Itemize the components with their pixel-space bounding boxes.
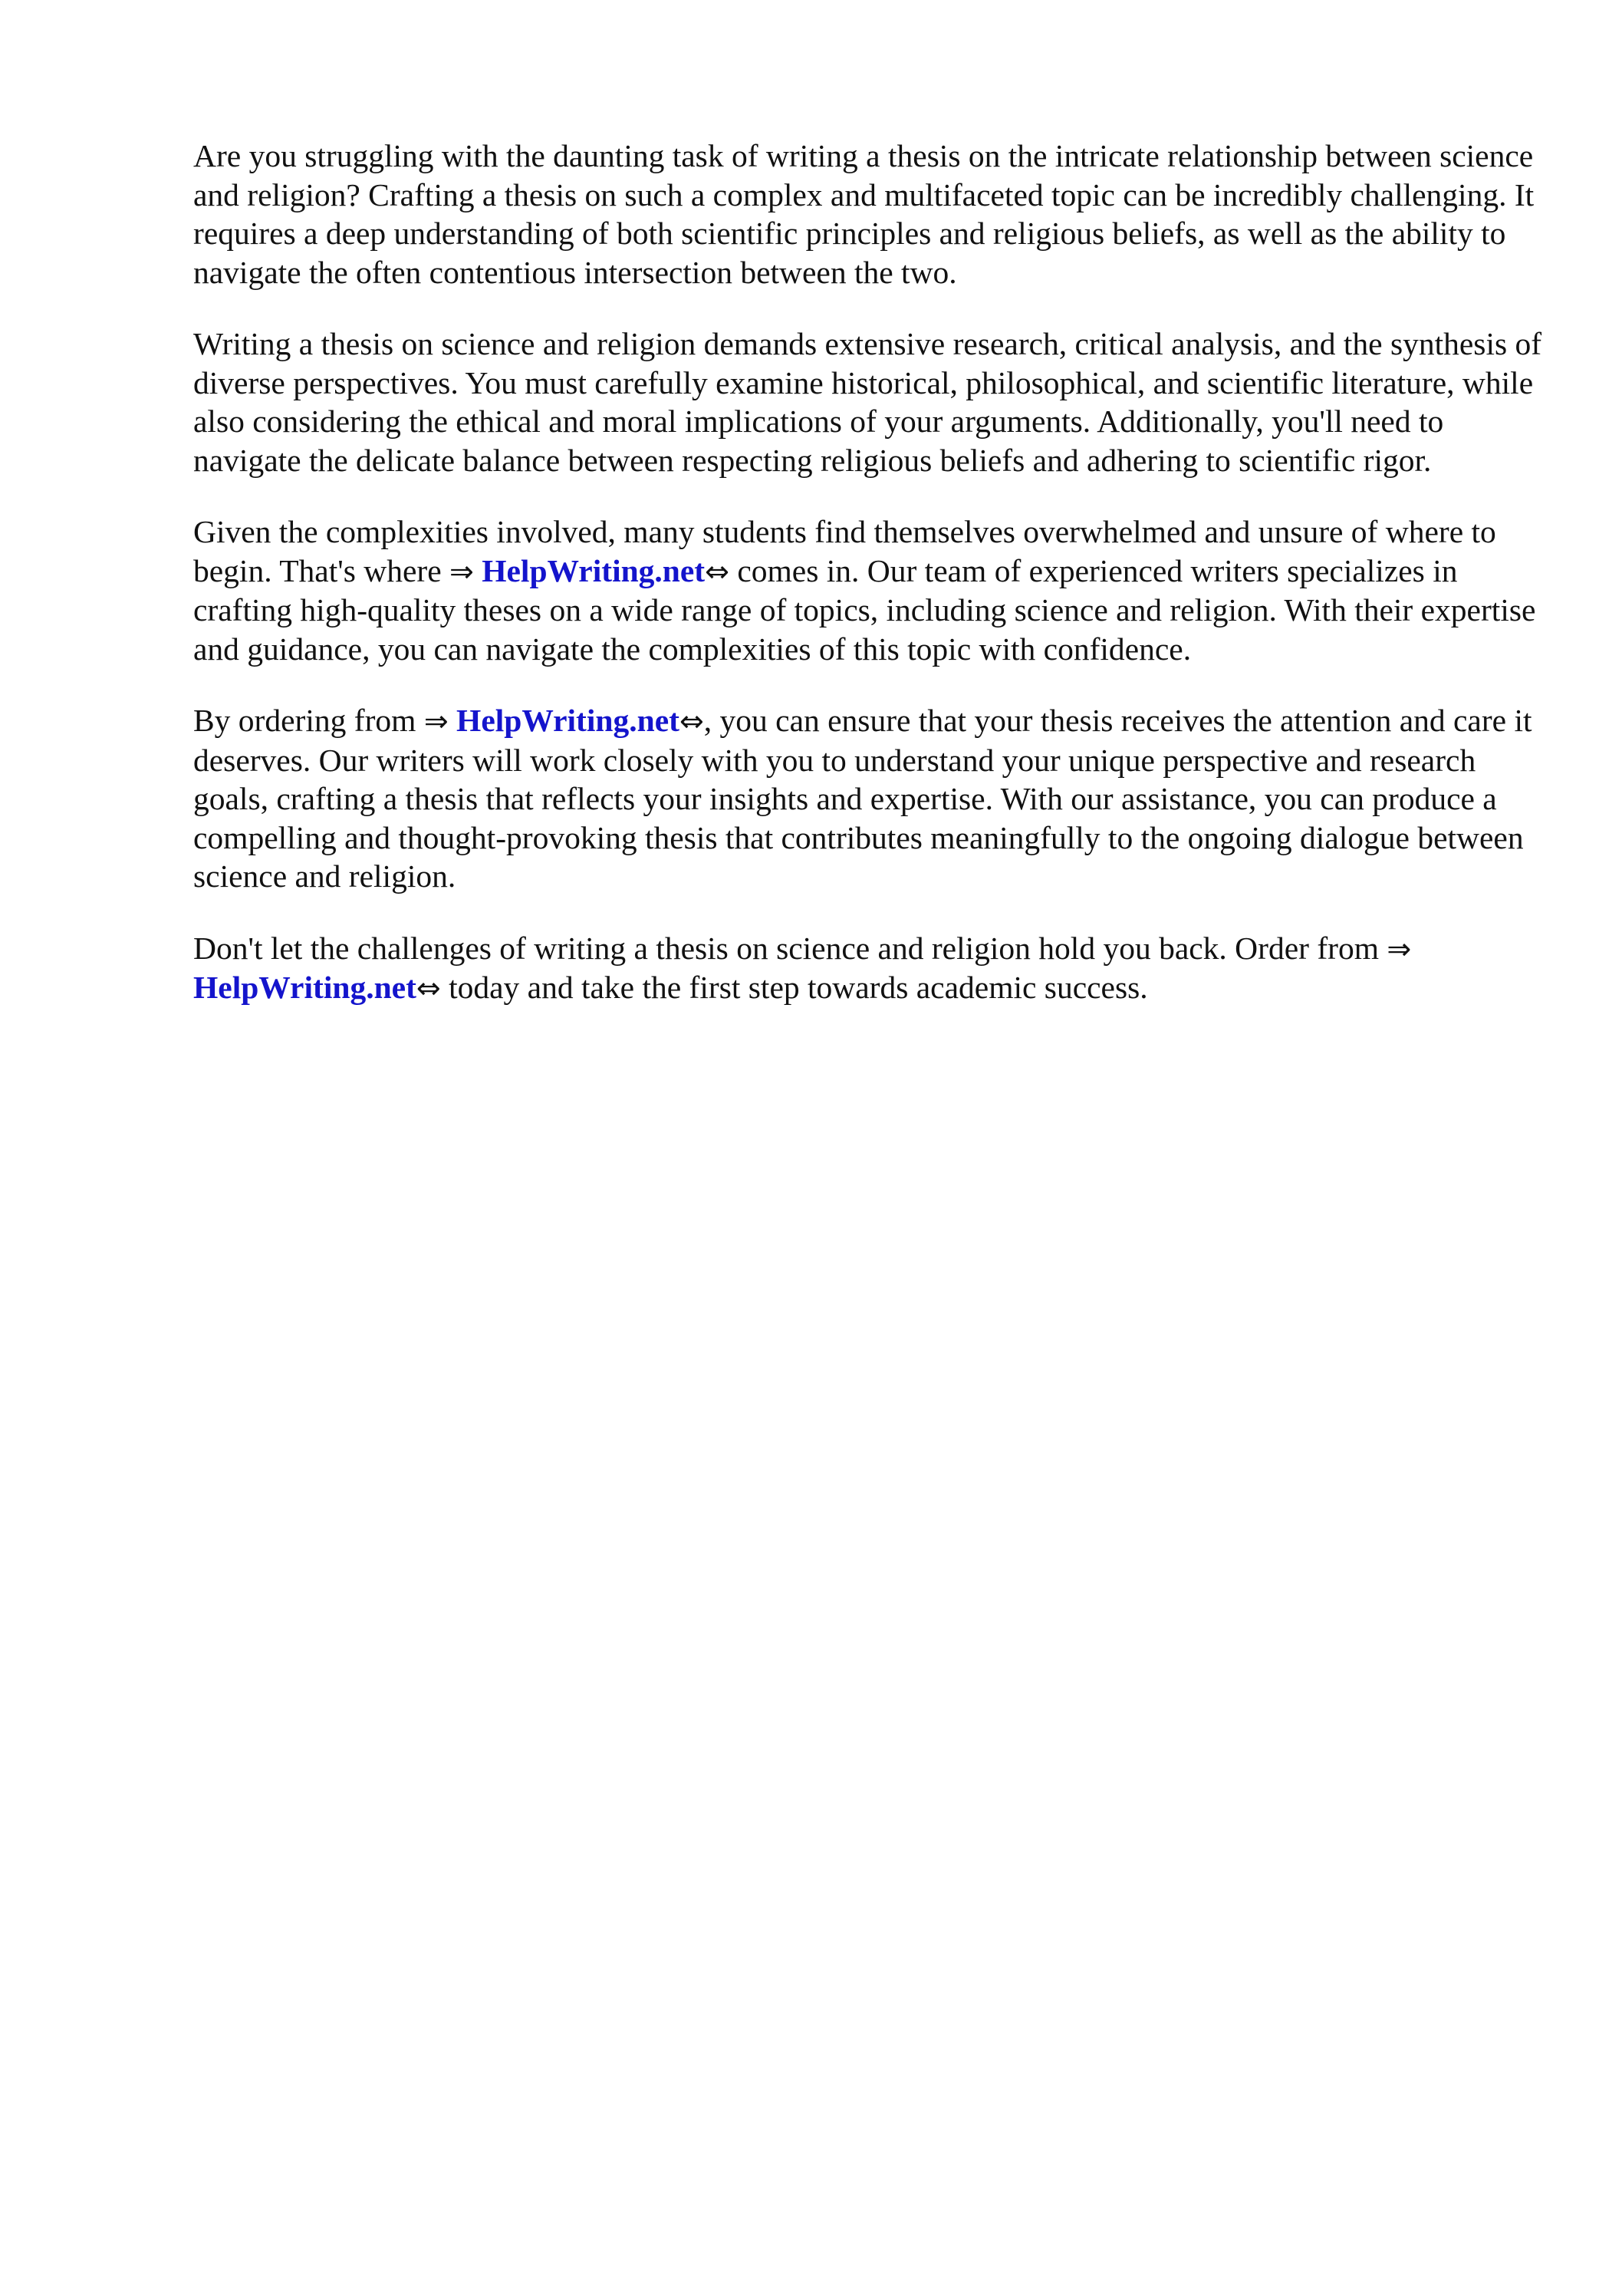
double-arrow-icon: ⇔: [705, 554, 729, 588]
helpwriting-link[interactable]: HelpWriting.net: [456, 703, 679, 738]
paragraph-ordering-text-before: By ordering from: [193, 703, 416, 738]
paragraph-service-text-after: comes in. Our team of experienced writers specializes in crafting high-quality theses on a wide range of topics, including science and religion. With their expertise and guidance, you can navigate the complexities of this topic with confidence.: [193, 552, 1536, 667]
right-arrow-icon: ⇒: [449, 554, 474, 588]
paragraph-requirements: [193, 324, 1543, 479]
paragraph-intro-text: Are you struggling with the daunting task of writing a thesis on the intricate relationship between science and religion? Crafting a thesis on such a complex and multifaceted topic can be incredibly challenging. It requires a deep understanding of both scientific principles and religious beliefs, as well as the ability to navigate the often contentious intersection between the two.: [193, 138, 1535, 290]
double-arrow-icon: ⇔: [679, 704, 704, 738]
helpwriting-link[interactable]: HelpWriting.net: [482, 552, 706, 588]
paragraph-closing-text-after: today and take the first step towards academic success.: [449, 970, 1148, 1005]
paragraph-closing: [193, 929, 1543, 1008]
paragraph-closing-text-before: Don't let the challenges of writing a thesis on science and religion hold you back. Order from: [193, 930, 1379, 966]
paragraph-service-text-before: Given the complexities involved, many students find themselves overwhelmed and unsure of where to begin. That's where: [193, 514, 1496, 588]
document-body: [193, 137, 1543, 1041]
paragraph-ordering: [193, 701, 1543, 896]
right-arrow-icon: ⇒: [1387, 931, 1412, 966]
paragraph-ordering-text-after: , you can ensure that your thesis receives the attention and care it deserves. Our writers will work closely with you to understand your unique perspective and research goals, crafting a thesis that reflects your insights and expertise. With our assistance, you can produce a compelling and thought-provoking thesis that contributes meaningfully to the ongoing dialogue between science and religion.: [193, 703, 1532, 894]
right-arrow-icon: ⇒: [423, 704, 449, 738]
paragraph-intro: [193, 137, 1543, 292]
helpwriting-link[interactable]: HelpWriting.net: [193, 970, 416, 1005]
paragraph-service: [193, 512, 1543, 668]
double-arrow-icon: ⇔: [416, 971, 441, 1005]
paragraph-requirements-text: Writing a thesis on science and religion demands extensive research, critical analysis, and the synthesis of diverse perspectives. You must carefully examine historical, philosophical, and scientific literature, while also considering the ethical and moral implications of your arguments. Additionally, you'll need to navigate the delicate balance between respecting religious beliefs and adhering to scientific rigor.: [193, 326, 1542, 478]
